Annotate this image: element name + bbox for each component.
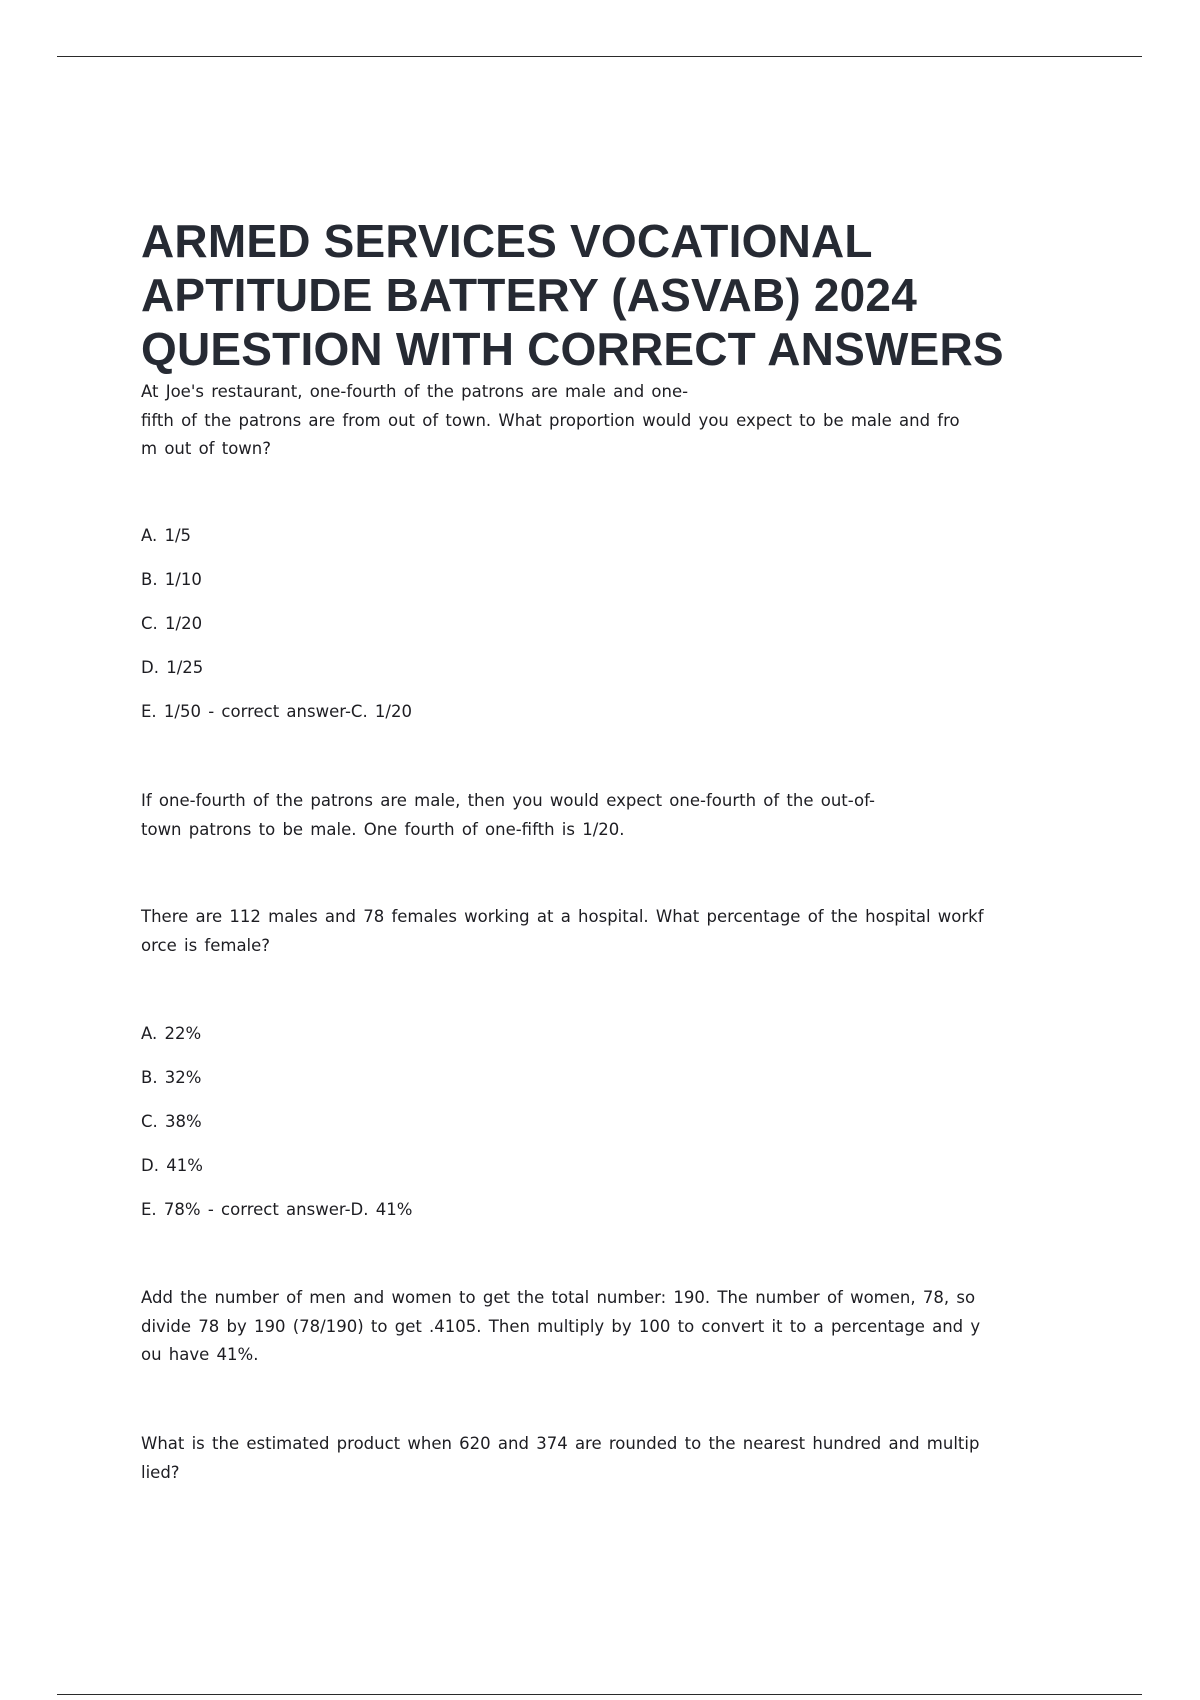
title-line: APTITUDE BATTERY (ASVAB) 2024 xyxy=(141,269,917,321)
q2-option-c: C. 38% xyxy=(141,1112,202,1131)
explanation-line: divide 78 by 190 (78/190) to get .4105. Then multiply by 100 to convert it to a percentage and y xyxy=(141,1316,981,1336)
question-line: orce is female? xyxy=(141,935,271,955)
bottom-rule xyxy=(57,1694,1142,1695)
q1-option-c: C. 1/20 xyxy=(141,614,203,633)
question-3-text xyxy=(141,1430,1071,1487)
explanation-line: If one-fourth of the patrons are male, then you would expect one-fourth of the out-of- xyxy=(141,791,875,810)
explanation-line: Add the number of men and women to get the total number: 190. The number of women, 78, so xyxy=(141,1288,976,1307)
title-line: ARMED SERVICES VOCATIONAL xyxy=(141,215,873,267)
question-2-text xyxy=(141,903,1071,960)
title-line: QUESTION WITH CORRECT ANSWERS xyxy=(141,323,1004,375)
question-line: m out of town? xyxy=(141,439,272,458)
q1-explanation xyxy=(141,787,1071,844)
q1-option-e-answer: E. 1/50 - correct answer-C. 1/20 xyxy=(141,702,412,721)
question-line: At Joe's restaurant, one-fourth of the patrons are male and one- xyxy=(141,382,689,401)
q2-option-e-answer: E. 78% - correct answer-D. 41% xyxy=(141,1200,413,1219)
q2-explanation xyxy=(141,1284,1071,1370)
document-title xyxy=(141,214,1101,376)
q2-option-d: D. 41% xyxy=(141,1156,203,1175)
question-line: What is the estimated product when 620 and 374 are rounded to the nearest hundred and multip xyxy=(141,1434,980,1453)
question-line: There are 112 males and 78 females working at a hospital. What percentage of the hospital workf xyxy=(141,907,984,926)
q1-option-b: B. 1/10 xyxy=(141,570,202,589)
q2-option-a: A. 22% xyxy=(141,1024,202,1043)
top-rule xyxy=(57,56,1142,57)
question-line: fifth of the patrons are from out of town. What proportion would you expect to be male and fro xyxy=(141,410,960,430)
explanation-line: ou have 41%. xyxy=(141,1345,259,1364)
question-line: lied? xyxy=(141,1462,180,1482)
question-1-text xyxy=(141,378,1071,464)
q2-option-b: B. 32% xyxy=(141,1068,202,1087)
explanation-line: town patrons to be male. One fourth of one-fifth is 1/20. xyxy=(141,819,625,839)
q1-option-d: D. 1/25 xyxy=(141,658,204,677)
q1-option-a: A. 1/5 xyxy=(141,526,192,545)
